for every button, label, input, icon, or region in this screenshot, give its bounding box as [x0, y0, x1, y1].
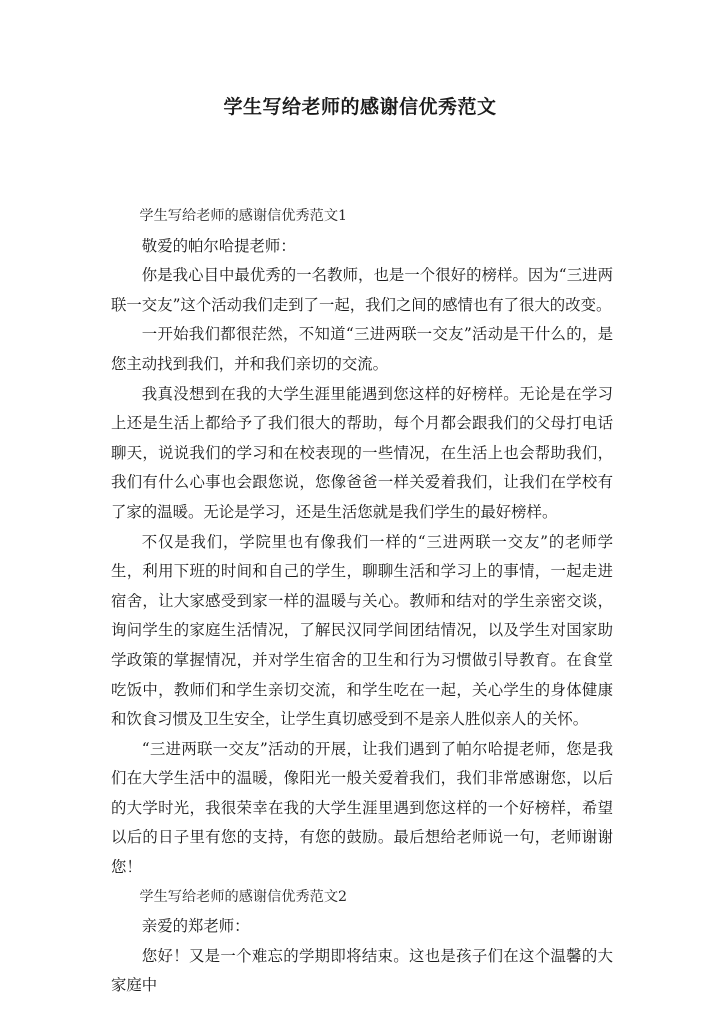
salutation-2: 亲爱的郑老师：	[141, 917, 250, 936]
body-paragraph: 您好！又是一个难忘的学期即将结束。这也是孩子们在这个温馨的大家庭中	[111, 946, 613, 995]
document-title: 学生写给老师的感谢信优秀范文	[223, 96, 497, 118]
document-body	[111, 202, 613, 1001]
body-paragraph: 我真没想到在我的大学生涯里能遇到您这样的好榜样。无论是在学习上还是生活上都给予了我们很大的帮助，每个月都会跟我们的父母打电话聊天，说说我们的学习和在校表现的一些情况，在生活上也会帮助我们，我们有什么心事也会跟您说，您像爸爸一样关爱着我们，让我们在学校有了家的温暖。无论是学习，还是生活您就是我们学生的最好榜样。	[111, 384, 613, 521]
body-paragraph: 不仅是我们，学院里也有像我们一样的“三进两联一交友”的老师学生，利用下班的时间和自己的学生，聊聊生活和学习上的事情，一起走进宿舍，让大家感受到家一样的温暖与关心。教师和结对的学生亲密交谈，询问学生的家庭生活情况，了解民汉同学间团结情况，以及学生对国家助学政策的掌握情况，并对学生宿舍的卫生和行为习惯做引导教育。在食堂吃饭中，教师们和学生亲切交流，和学生吃在一起，关心学生的身体健康和饮食习惯及卫生安全，让学生真切感受到不是亲人胜似亲人的关怀。	[111, 532, 613, 729]
body-paragraph: “三进两联一交友”活动的开展，让我们遇到了帕尔哈提老师，您是我们在大学生活中的温暖，像阳光一般关爱着我们，我们非常感谢您，以后的大学时光，我很荣幸在我的大学生涯里遇到您这样的一个好榜样，希望以后的日子里有您的支持，有您的鼓励。最后想给老师说一句，老师谢谢您！	[111, 739, 613, 877]
section-heading-2: 学生写给老师的感谢信优秀范文2	[139, 888, 348, 905]
body-paragraph: 一开始我们都很茫然，不知道“三进两联一交友”活动是干什么的，是您主动找到我们，并和我们亲切的交流。	[111, 325, 613, 373]
salutation-1: 敬爱的帕尔哈提老师：	[141, 236, 296, 255]
body-paragraph: 你是我心目中最优秀的一名教师，也是一个很好的榜样。因为“三进两联一交友”这个活动我们走到了一起，我们之间的感情也有了很大的改变。	[111, 266, 613, 314]
section-heading-1: 学生写给老师的感谢信优秀范文1	[139, 208, 348, 224]
